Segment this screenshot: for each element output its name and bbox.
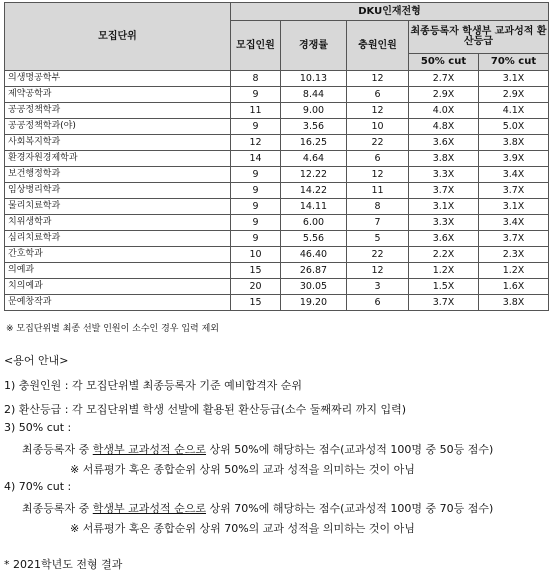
cell-cut-70: 1.6X xyxy=(479,279,549,295)
glossary-item-2: 2) 환산등급 : 각 모집단위별 학생 선발에 활용된 환산등급(소수 둘째짜리 까지 입력) xyxy=(4,403,407,416)
cell-cut-50: 1.2X xyxy=(409,263,479,279)
cell-cut-70: 1.2X xyxy=(479,263,549,279)
table-row xyxy=(5,279,549,295)
cell-waitlist: 7 xyxy=(347,215,409,231)
cell-cut-50: 2.2X xyxy=(409,247,479,263)
cell-quota: 14 xyxy=(231,151,281,167)
cell-quota: 11 xyxy=(231,103,281,119)
cell-cut-70: 3.8X xyxy=(479,135,549,151)
cell-waitlist: 6 xyxy=(347,295,409,311)
cell-cut-50: 3.3X xyxy=(409,215,479,231)
cell-unit-name: 환경자원경제학과 xyxy=(5,151,231,167)
table-row xyxy=(5,103,549,119)
cell-quota: 15 xyxy=(231,295,281,311)
cell-unit-name: 의예과 xyxy=(5,263,231,279)
cell-cut-50: 2.9X xyxy=(409,87,479,103)
cell-waitlist: 6 xyxy=(347,151,409,167)
cell-quota: 9 xyxy=(231,215,281,231)
cell-cut-70: 4.1X xyxy=(479,103,549,119)
cell-competition-rate: 6.00 xyxy=(281,215,347,231)
cell-competition-rate: 14.22 xyxy=(281,183,347,199)
glossary-item-3-desc: 최종등록자 중 학생부 교과성적 순으로 상위 50%에 해당하는 점수(교과성적 100명 중 50등 점수) xyxy=(22,443,494,456)
cell-unit-name: 문예창작과 xyxy=(5,295,231,311)
cell-cut-70: 3.1X xyxy=(479,71,549,87)
cell-quota: 9 xyxy=(231,231,281,247)
cell-competition-rate: 26.87 xyxy=(281,263,347,279)
header-competition: 경쟁률 xyxy=(281,21,347,71)
cell-cut-50: 3.6X xyxy=(409,231,479,247)
cell-cut-70: 3.4X xyxy=(479,215,549,231)
cell-quota: 20 xyxy=(231,279,281,295)
cell-waitlist: 3 xyxy=(347,279,409,295)
cell-unit-name: 의생명공학부 xyxy=(5,71,231,87)
cell-competition-rate: 3.56 xyxy=(281,119,347,135)
cell-competition-rate: 30.05 xyxy=(281,279,347,295)
glossary-item-1: 1) 충원인원 : 각 모집단위별 최종등록자 기준 예비합격자 순위 xyxy=(4,379,302,392)
header-quota: 모집인원 xyxy=(231,21,281,71)
cell-competition-rate: 5.56 xyxy=(281,231,347,247)
cell-waitlist: 12 xyxy=(347,167,409,183)
glossary-item-3-note: ※ 서류평가 혹은 종합순위 상위 50%의 교과 성적을 의미하는 것이 아님 xyxy=(70,463,415,476)
cell-cut-50: 4.0X xyxy=(409,103,479,119)
cell-cut-50: 3.7X xyxy=(409,183,479,199)
glossary-item-3: 3) 50% cut : xyxy=(4,421,72,434)
cell-competition-rate: 10.13 xyxy=(281,71,347,87)
cell-quota: 9 xyxy=(231,119,281,135)
cell-cut-50: 3.8X xyxy=(409,151,479,167)
cell-unit-name: 공공정책학과(야) xyxy=(5,119,231,135)
cell-unit-name: 치의예과 xyxy=(5,279,231,295)
glossary-title: <용어 안내> xyxy=(4,354,69,367)
cell-cut-70: 2.3X xyxy=(479,247,549,263)
cell-unit-name: 심리치료학과 xyxy=(5,231,231,247)
glossary-item-4-note: ※ 서류평가 혹은 종합순위 상위 70%의 교과 성적을 의미하는 것이 아님 xyxy=(70,522,415,535)
cell-cut-70: 3.8X xyxy=(479,295,549,311)
table-row xyxy=(5,295,549,311)
cell-waitlist: 12 xyxy=(347,103,409,119)
cell-cut-70: 3.7X xyxy=(479,183,549,199)
table-row xyxy=(5,263,549,279)
cell-unit-name: 치위생학과 xyxy=(5,215,231,231)
cell-quota: 10 xyxy=(231,247,281,263)
cell-cut-70: 5.0X xyxy=(479,119,549,135)
header-unit: 모집단위 xyxy=(5,3,231,71)
cell-waitlist: 11 xyxy=(347,183,409,199)
cell-cut-70: 3.1X xyxy=(479,199,549,215)
header-70-cut: 70% cut xyxy=(479,54,549,71)
cell-cut-70: 2.9X xyxy=(479,87,549,103)
cell-quota: 15 xyxy=(231,263,281,279)
header-waitlist: 충원인원 xyxy=(347,21,409,71)
cell-waitlist: 6 xyxy=(347,87,409,103)
cell-unit-name: 공공정책학과 xyxy=(5,103,231,119)
glossary-item-4-desc: 최종등록자 중 학생부 교과성적 순으로 상위 70%에 해당하는 점수(교과성적 100명 중 70등 점수) xyxy=(22,502,494,515)
cell-cut-70: 3.7X xyxy=(479,231,549,247)
glossary-item-4: 4) 70% cut : xyxy=(4,480,72,493)
cell-cut-70: 3.4X xyxy=(479,167,549,183)
table-row xyxy=(5,71,549,87)
table-row xyxy=(5,199,549,215)
cell-waitlist: 8 xyxy=(347,199,409,215)
cell-unit-name: 보건행정학과 xyxy=(5,167,231,183)
cell-cut-50: 3.3X xyxy=(409,167,479,183)
cell-unit-name: 제약공학과 xyxy=(5,87,231,103)
cell-competition-rate: 14.11 xyxy=(281,199,347,215)
cell-competition-rate: 12.22 xyxy=(281,167,347,183)
table-row xyxy=(5,183,549,199)
cell-quota: 9 xyxy=(231,87,281,103)
cell-quota: 9 xyxy=(231,183,281,199)
table-row xyxy=(5,167,549,183)
cell-quota: 8 xyxy=(231,71,281,87)
cell-quota: 9 xyxy=(231,167,281,183)
cell-unit-name: 사회복지학과 xyxy=(5,135,231,151)
header-50-cut: 50% cut xyxy=(409,54,479,71)
cell-waitlist: 12 xyxy=(347,263,409,279)
cell-quota: 12 xyxy=(231,135,281,151)
table-row xyxy=(5,87,549,103)
table-row xyxy=(5,215,549,231)
cell-competition-rate: 46.40 xyxy=(281,247,347,263)
cell-quota: 9 xyxy=(231,199,281,215)
cell-cut-50: 3.7X xyxy=(409,295,479,311)
cell-competition-rate: 4.64 xyxy=(281,151,347,167)
footer-note: * 2021학년도 전형 결과 xyxy=(4,558,123,571)
table-row xyxy=(5,247,549,263)
cell-waitlist: 10 xyxy=(347,119,409,135)
table-note: ※ 모집단위별 최종 선발 인원이 소수인 경우 입력 제외 xyxy=(6,324,220,334)
header-grade-group: 최종등록자 학생부 교과성적 환산등급 xyxy=(409,21,549,54)
cell-competition-rate: 19.20 xyxy=(281,295,347,311)
cell-waitlist: 22 xyxy=(347,135,409,151)
admissions-table xyxy=(4,2,549,311)
table-row xyxy=(5,135,549,151)
cell-cut-50: 1.5X xyxy=(409,279,479,295)
cell-cut-70: 3.9X xyxy=(479,151,549,167)
cell-cut-50: 4.8X xyxy=(409,119,479,135)
cell-waitlist: 22 xyxy=(347,247,409,263)
cell-cut-50: 3.1X xyxy=(409,199,479,215)
cell-unit-name: 임상병리학과 xyxy=(5,183,231,199)
cell-unit-name: 물리치료학과 xyxy=(5,199,231,215)
cell-cut-50: 2.7X xyxy=(409,71,479,87)
cell-competition-rate: 8.44 xyxy=(281,87,347,103)
cell-cut-50: 3.6X xyxy=(409,135,479,151)
table-row xyxy=(5,151,549,167)
cell-waitlist: 12 xyxy=(347,71,409,87)
header-dku: DKU인재전형 xyxy=(231,3,549,21)
table-row xyxy=(5,231,549,247)
cell-unit-name: 간호학과 xyxy=(5,247,231,263)
cell-waitlist: 5 xyxy=(347,231,409,247)
cell-competition-rate: 16.25 xyxy=(281,135,347,151)
table-row xyxy=(5,119,549,135)
cell-competition-rate: 9.00 xyxy=(281,103,347,119)
